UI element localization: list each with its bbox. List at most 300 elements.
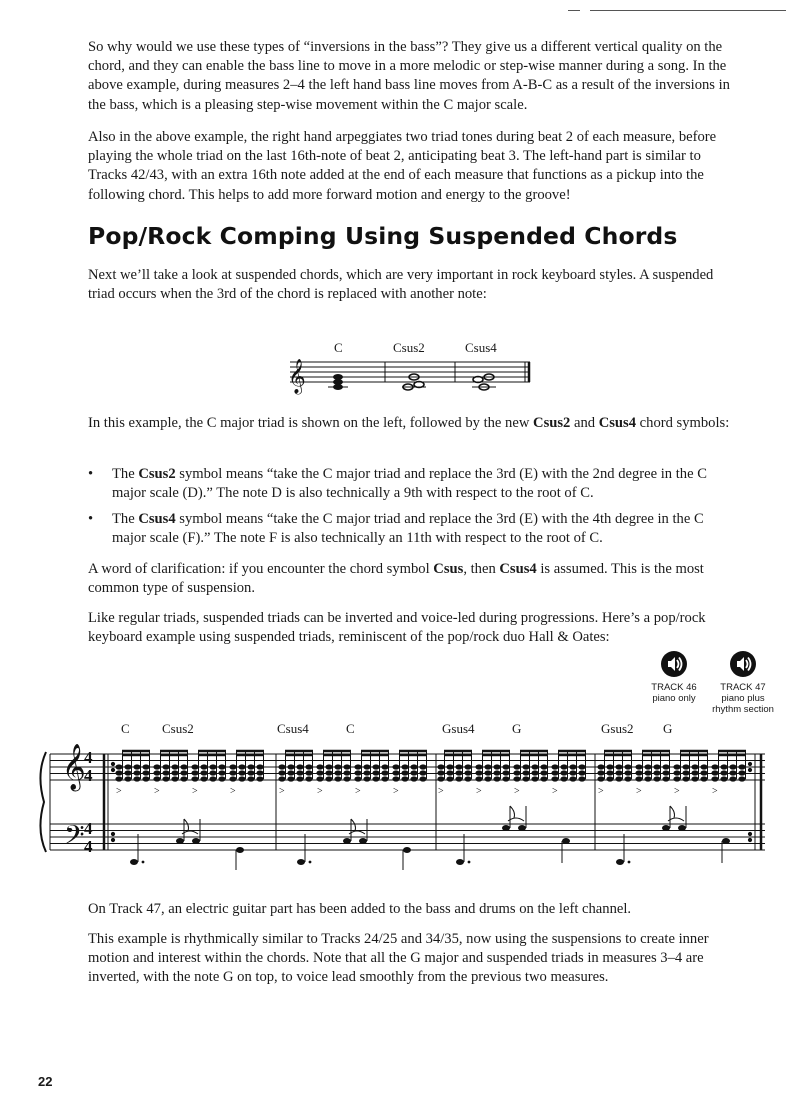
note-head — [142, 776, 149, 781]
time-signature-top: 4 — [84, 819, 93, 838]
note-head — [682, 776, 689, 781]
note-head — [578, 770, 585, 775]
note-head — [124, 770, 131, 775]
small-chord-label: Csus4 — [465, 340, 497, 355]
note-head — [691, 776, 698, 781]
note-head — [381, 776, 388, 781]
note-head — [729, 770, 736, 775]
note-head — [162, 770, 169, 775]
time-signature-top: 4 — [84, 748, 93, 767]
note-head — [209, 776, 216, 781]
chord-name-bold: Csus2 — [138, 466, 176, 482]
note-head — [720, 776, 727, 781]
flag — [184, 819, 189, 831]
note-head — [446, 776, 453, 781]
note-head — [218, 776, 225, 781]
note-head — [644, 770, 651, 775]
note-head — [522, 764, 529, 769]
note-head — [115, 764, 122, 769]
chord-name-bold: Csus4 — [598, 415, 637, 431]
chord-name-bold: Csus4 — [499, 561, 537, 577]
accent-mark: > — [192, 786, 198, 797]
track-label: TRACK 46 — [651, 682, 697, 693]
note-head — [531, 776, 538, 781]
note-head — [115, 776, 122, 781]
bullet-text — [112, 465, 732, 503]
note-head — [502, 764, 509, 769]
note-head — [142, 770, 149, 775]
note-head — [191, 770, 198, 775]
note-head — [635, 776, 642, 781]
note-head — [278, 776, 285, 781]
chord-symbol: Csus2 — [162, 721, 194, 736]
note-head — [562, 838, 570, 844]
note-head — [653, 764, 660, 769]
track-desc: piano only — [652, 693, 696, 704]
note-head — [522, 776, 529, 781]
text-run: symbol means “take the C major triad and replace the 3rd (E) with the 2nd degree in the C major scale (D).” The note D is also technically a 9th with respect to the root of C. — [112, 466, 707, 502]
treble-clef-icon: 𝄞 — [288, 360, 306, 393]
note-head — [334, 770, 341, 775]
note-head — [682, 770, 689, 775]
note-head — [569, 776, 576, 781]
flag — [351, 819, 356, 831]
paragraph-rhythm: This example is rhythmically similar to Tracks 24/25 and 34/35, now using the suspensions to create inner motion and interest within the chords. Note that all the G major and suspended triads in measures 3–4 are inverted, with the note G on top, to voice lead smoothly from the previous two measures. — [88, 931, 709, 986]
note-head — [475, 770, 482, 775]
note-head — [711, 764, 718, 769]
note-head — [296, 776, 303, 781]
note-head — [597, 764, 604, 769]
note-head — [334, 776, 341, 781]
note-head — [493, 776, 500, 781]
text-run: The — [112, 466, 139, 482]
note-head — [209, 764, 216, 769]
chord-symbol: C — [346, 721, 355, 736]
text-run: and — [570, 415, 599, 431]
note-head — [700, 764, 707, 769]
note-head — [229, 776, 236, 781]
note-head — [560, 776, 567, 781]
note-head — [700, 770, 707, 775]
paragraph-arpeggio: Also in the above example, the right hand arpeggiates two triad tones during beat 2 of each measure, before playing the whole triad on the last 16th-note of beat 2, anticipating beat 3. The left-hand part is similar to Tracks 42/43, with an extra 16th note added at the end of each measure that functions as a pickup into the following chord. This helps to add more forward motion and energy to the groove! — [88, 129, 717, 203]
note-head — [616, 859, 624, 865]
accent-mark: > — [355, 786, 361, 797]
track-label: TRACK 47 — [720, 682, 766, 693]
note-head — [644, 764, 651, 769]
note-head — [446, 764, 453, 769]
note-head — [606, 764, 613, 769]
note-head — [296, 770, 303, 775]
note-head — [410, 770, 417, 775]
text-run: A word of clarification: if you encounter the chord symbol — [88, 561, 434, 577]
repeat-dot — [748, 832, 751, 835]
flag — [510, 806, 515, 818]
note-head — [410, 764, 417, 769]
note-head — [256, 764, 263, 769]
bullet-mark: • — [88, 466, 94, 482]
note-head — [130, 859, 138, 865]
note-head — [363, 776, 370, 781]
accent-mark: > — [476, 786, 482, 797]
note-head — [437, 764, 444, 769]
text-run: In this example, the C major triad is shown on the left, followed by the new — [88, 415, 534, 431]
dot — [628, 861, 631, 864]
note-head — [729, 776, 736, 781]
note-head — [540, 770, 547, 775]
note-head — [200, 776, 207, 781]
note-head — [673, 770, 680, 775]
note-head — [403, 847, 411, 853]
accent-mark: > — [230, 786, 236, 797]
note-head — [691, 764, 698, 769]
note-head — [162, 776, 169, 781]
note-head — [343, 838, 351, 844]
note-head — [419, 770, 426, 775]
note-head — [325, 764, 332, 769]
note-head — [484, 770, 491, 775]
note-head — [464, 776, 471, 781]
accent-mark: > — [279, 786, 285, 797]
note-head — [238, 770, 245, 775]
note-head — [662, 776, 669, 781]
note-head — [531, 764, 538, 769]
note-head — [325, 776, 332, 781]
note-head — [711, 776, 718, 781]
chord-name-bold: Csus — [433, 561, 464, 577]
note-head — [484, 764, 491, 769]
note-head — [354, 776, 361, 781]
chord-symbol: G — [663, 721, 673, 736]
note-head — [502, 825, 510, 831]
note-head — [171, 764, 178, 769]
note-head — [615, 776, 622, 781]
accent-mark: > — [393, 786, 399, 797]
note-head — [493, 764, 500, 769]
note-head — [236, 847, 244, 853]
note-head — [578, 764, 585, 769]
note-head — [606, 770, 613, 775]
speaker-icon — [660, 650, 688, 678]
note-head — [662, 825, 670, 831]
time-signature-bottom: 4 — [84, 837, 93, 856]
note-head — [720, 764, 727, 769]
note-head — [381, 770, 388, 775]
bullet-mark: • — [88, 511, 94, 527]
note-head — [518, 825, 526, 831]
note-head — [209, 770, 216, 775]
note-head — [456, 859, 464, 865]
note-head — [551, 770, 558, 775]
note-head — [180, 776, 187, 781]
note-head — [720, 770, 727, 775]
note-head — [691, 770, 698, 775]
note-head — [316, 764, 323, 769]
note-head — [180, 764, 187, 769]
note-head — [372, 764, 379, 769]
repeat-dot — [748, 838, 751, 841]
note-head — [334, 764, 341, 769]
accent-mark: > — [552, 786, 558, 797]
note-head — [437, 770, 444, 775]
grand-staff-notation — [0, 730, 800, 870]
track-desc: rhythm section — [712, 704, 774, 715]
paragraph-example-intro: Like regular triads, suspended triads can be inverted and voice-led during progressions. Here’s a pop/rock keyboard example using suspended triads, reminiscent of the pop/rock duo Hall & Oates: — [88, 610, 706, 646]
note-head — [484, 776, 491, 781]
accent-mark: > — [674, 786, 680, 797]
text-run: , then — [463, 561, 500, 577]
text-run: The — [112, 511, 139, 527]
note-head — [662, 770, 669, 775]
note-head — [597, 770, 604, 775]
repeat-dot — [111, 832, 114, 835]
note-head — [606, 776, 613, 781]
note-head — [343, 776, 350, 781]
note-head — [325, 770, 332, 775]
paragraph-track47: On Track 47, an electric guitar part has been added to the bass and drums on the left channel. — [88, 901, 632, 917]
note-head — [624, 764, 631, 769]
accent-mark: > — [154, 786, 160, 797]
chord-name-bold: Csus2 — [533, 415, 571, 431]
note-head — [513, 770, 520, 775]
header-rule-short — [568, 10, 580, 11]
note-head — [419, 764, 426, 769]
note-head — [363, 770, 370, 775]
note-head — [287, 776, 294, 781]
dot — [142, 861, 145, 864]
accent-mark: > — [514, 786, 520, 797]
note-head — [316, 776, 323, 781]
note-head — [171, 770, 178, 775]
brace — [40, 752, 46, 852]
note-head — [191, 776, 198, 781]
note-head — [133, 770, 140, 775]
note-head — [287, 770, 294, 775]
note-head — [615, 770, 622, 775]
note-head — [738, 770, 745, 775]
small-chord-label: Csus2 — [393, 340, 425, 355]
accent-mark: > — [317, 786, 323, 797]
note-head — [247, 770, 254, 775]
accent-mark: > — [712, 786, 718, 797]
accent-mark: > — [598, 786, 604, 797]
note-head — [560, 764, 567, 769]
note-head — [673, 764, 680, 769]
note-head — [256, 770, 263, 775]
note-head — [419, 776, 426, 781]
note-head — [729, 764, 736, 769]
chord-symbol: Csus4 — [277, 721, 309, 736]
note-head — [540, 764, 547, 769]
note-head — [464, 770, 471, 775]
accent-mark: > — [636, 786, 642, 797]
note-head — [475, 776, 482, 781]
note-head — [238, 776, 245, 781]
note-head — [343, 764, 350, 769]
paragraph-clarification — [88, 560, 740, 598]
note-head — [682, 764, 689, 769]
note-head — [437, 776, 444, 781]
bass-clef-icon: 𝄢 — [64, 820, 85, 856]
note-head — [635, 764, 642, 769]
note-head — [560, 770, 567, 775]
note-head — [738, 764, 745, 769]
note-head — [176, 838, 184, 844]
page-number: 22 — [38, 1074, 53, 1089]
repeat-dot — [111, 768, 114, 771]
note-head — [653, 770, 660, 775]
text-run: symbol means “take the C major triad and replace the 3rd (E) with the 4th degree in the C major scale (F).” The note F is also technically an 11th with respect to the root of C. — [112, 511, 704, 547]
note-head — [115, 770, 122, 775]
section-heading: Pop/Rock Comping Using Suspended Chords — [88, 222, 678, 250]
note-head — [191, 764, 198, 769]
note-head — [171, 776, 178, 781]
note-head — [247, 764, 254, 769]
note-head — [354, 770, 361, 775]
note-head — [287, 764, 294, 769]
note-head — [278, 764, 285, 769]
note-head — [578, 776, 585, 781]
paragraph-inversions: So why would we use these types of “inversions in the bass”? They give us a different vertical quality on the chord, and they can enable the bass line to move in a more melodic or step-wise manner during a song. In the above example, during measures 2–4 the left hand bass line moves from A-B-C as a result of the inversions in the bass, which is a pleasing step-wise movement within the C major scale. — [88, 39, 730, 113]
note-head — [673, 776, 680, 781]
note-head — [200, 770, 207, 775]
note-head — [305, 776, 312, 781]
note-head — [455, 770, 462, 775]
note-head — [218, 764, 225, 769]
note-head — [133, 776, 140, 781]
text-run: chord symbols: — [636, 415, 730, 431]
note-head — [722, 838, 730, 844]
chord-symbol: C — [121, 721, 130, 736]
speaker-icon — [729, 650, 757, 678]
text-run: is assumed. This is the most common type of suspension. — [88, 561, 704, 597]
treble-clef-icon: 𝄞 — [62, 744, 86, 789]
note-head — [305, 770, 312, 775]
note-head — [305, 764, 312, 769]
small-chord-label: C — [334, 340, 343, 355]
note-head — [392, 776, 399, 781]
note-head — [502, 770, 509, 775]
accent-mark: > — [116, 786, 122, 797]
note-head — [493, 770, 500, 775]
note-head — [238, 764, 245, 769]
note-head — [296, 764, 303, 769]
small-notation-example — [280, 352, 540, 402]
repeat-dot — [748, 762, 751, 765]
note-head — [475, 764, 482, 769]
note-head — [410, 776, 417, 781]
note-head — [142, 764, 149, 769]
note-head — [624, 776, 631, 781]
note-head — [597, 776, 604, 781]
note-head — [464, 764, 471, 769]
repeat-dot — [111, 762, 114, 765]
chord-symbol: Gsus4 — [442, 721, 475, 736]
note-head — [229, 764, 236, 769]
note-head — [551, 764, 558, 769]
note-head — [455, 776, 462, 781]
note-head — [513, 776, 520, 781]
note-head — [363, 764, 370, 769]
note-head — [644, 776, 651, 781]
note-head — [522, 770, 529, 775]
note-head — [513, 764, 520, 769]
bullet-text — [112, 510, 732, 548]
time-signature-bottom: 4 — [84, 766, 93, 785]
note-head — [569, 770, 576, 775]
note-head — [124, 764, 131, 769]
header-rule — [590, 10, 786, 11]
note-head — [278, 770, 285, 775]
repeat-dot — [748, 768, 751, 771]
flag — [670, 806, 675, 818]
note-head — [392, 770, 399, 775]
note-head — [551, 776, 558, 781]
note-head — [540, 776, 547, 781]
note-head — [401, 770, 408, 775]
note-head — [446, 770, 453, 775]
note-head — [297, 859, 305, 865]
note-head — [502, 776, 509, 781]
note-head — [455, 764, 462, 769]
note-head — [162, 764, 169, 769]
note-head — [372, 776, 379, 781]
note-head — [624, 770, 631, 775]
accent-mark: > — [438, 786, 444, 797]
note-head — [615, 764, 622, 769]
note-head — [247, 776, 254, 781]
note-head — [392, 764, 399, 769]
note-head — [401, 764, 408, 769]
repeat-dot — [111, 838, 114, 841]
track-desc: piano plus — [721, 693, 765, 704]
note-head — [192, 838, 200, 844]
dot — [468, 861, 471, 864]
paragraph-suspended-intro: Next we’ll take a look at suspended chords, which are very important in rock keyboard styles. A suspended triad occurs when the 3rd of the chord is replaced with another note: — [88, 267, 714, 303]
note-head — [401, 776, 408, 781]
note-head — [372, 770, 379, 775]
note-head — [531, 770, 538, 775]
note-head — [124, 776, 131, 781]
note-head — [381, 764, 388, 769]
note-head — [662, 764, 669, 769]
note-head — [256, 776, 263, 781]
note-head — [569, 764, 576, 769]
note-head — [700, 776, 707, 781]
note-head — [133, 764, 140, 769]
track-46[interactable] — [648, 650, 700, 704]
note-head — [316, 770, 323, 775]
whole-note — [333, 374, 343, 380]
note-head — [678, 825, 686, 831]
note-head — [359, 838, 367, 844]
note-head — [153, 764, 160, 769]
note-head — [343, 770, 350, 775]
note-head — [354, 764, 361, 769]
note-head — [218, 770, 225, 775]
note-head — [200, 764, 207, 769]
note-head — [180, 770, 187, 775]
chord-name-bold: Csus4 — [138, 511, 176, 527]
note-head — [153, 776, 160, 781]
dot — [309, 861, 312, 864]
note-head — [738, 776, 745, 781]
note-head — [153, 770, 160, 775]
note-head — [229, 770, 236, 775]
track-47[interactable] — [706, 650, 780, 715]
note-head — [653, 776, 660, 781]
chord-symbol: Gsus2 — [601, 721, 634, 736]
note-head — [711, 770, 718, 775]
